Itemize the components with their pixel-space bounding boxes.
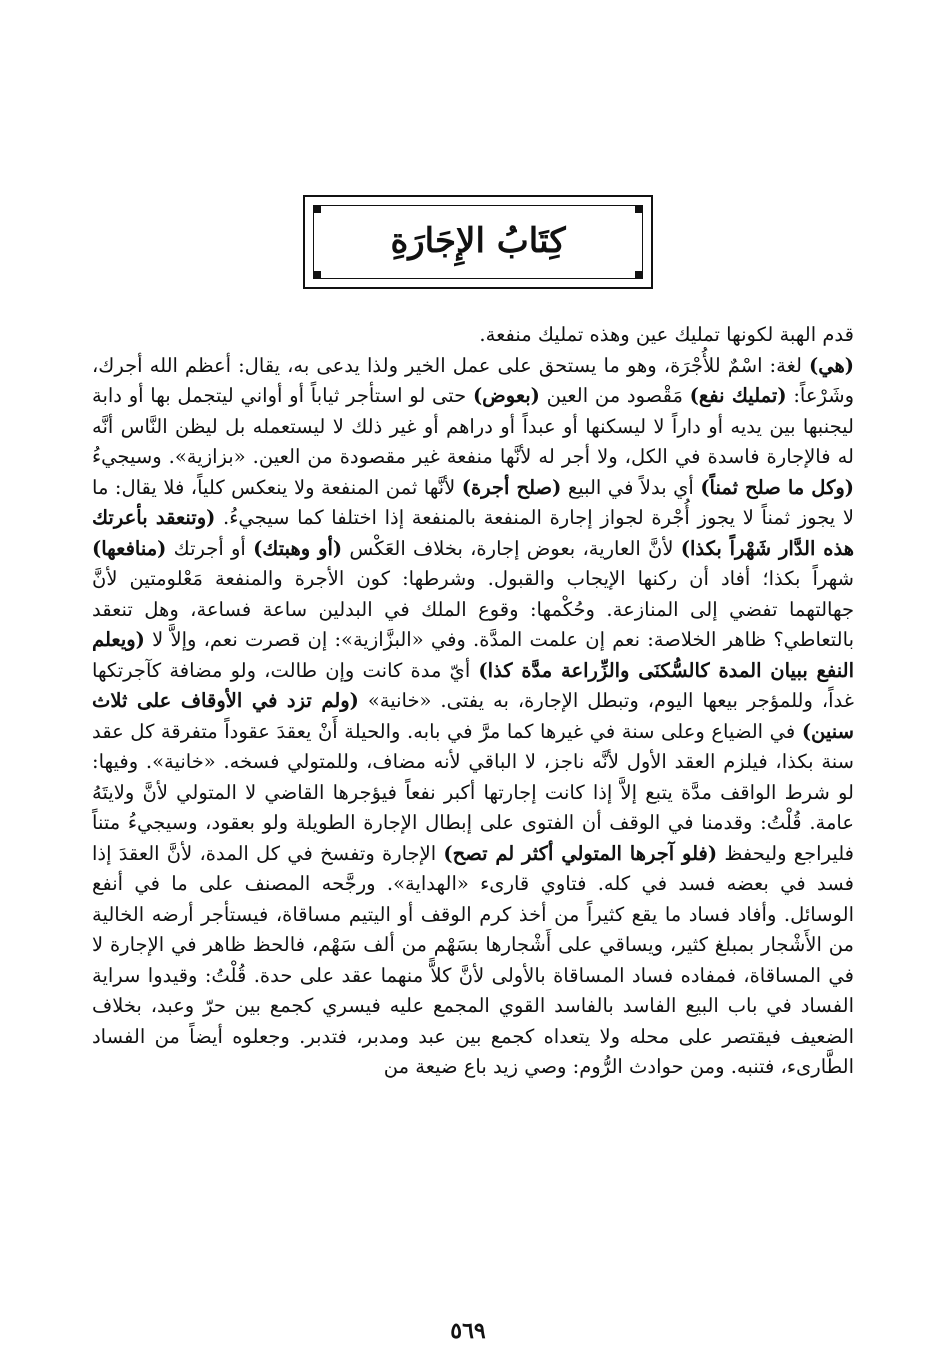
matn-segment: (وتنعقد بأعرتك هذه الدَّار شَهْراً بكذا) [92, 506, 854, 560]
intro-paragraph: قدم الهبة لكونها تمليك عين وهذه تمليك منفعة. [479, 323, 854, 346]
commentary-segment: أيّ مدة كانت وإن طالت، ولو مضافة كآجرتكها غداً، وللمؤجر بيعها اليوم، وتبطل الإجارة، به يفتى. «خانية» [92, 658, 854, 712]
commentary-segment: في الضياع وعلى سنة في غيرها كما مرَّ في بابه. والحيلة أَنْ يعقدَ عقوداً متفرقة كل عقد سنة بكذا، فيلزم العقد الأول لأنَّه ناجز، لا الباقي لأنه مضاف، وللمتولي فسخه. «خانية». وفيها: لو شرط الواقف مدَّة يتبع إلاَّ إذا كانت إجارتها أكبر نفعاً فيؤجرها القاضي لا المتولي لأنَّ ولايتَهُ عامة. قُلْتُ: وقدمنا في الوقف أن الفتوى على إبطال الإجارة الطويلة ولو بعقود، وسيجيءُ متناً فليراجع وليحفظ [92, 719, 855, 865]
commentary-segment: لغة: اسْمٌ للأُجْرَة، وهو ما يستحق على عمل الخير ولذا يدعى به، يقال: أعظم الله أجرك، وشَرْعاً: [92, 353, 854, 407]
commentary-segment: أو أجرتك [166, 536, 254, 560]
matn-segment: (بعوض) [472, 384, 540, 407]
matn-segment: (هي) [809, 353, 854, 377]
commentary-segment: مَقْصود من العين [539, 384, 690, 407]
matn-segment: (ولم تزد في الأوقاف على ثلاث سنين) [92, 689, 854, 743]
matn-segment: (وكل ما صلح ثمناً) [700, 475, 854, 499]
commentary-segment: لأنَّها ثمن المنفعة ولا ينعكس كلياً، فلا يقال: ما لا يجوز ثمناً لا يجوز أُجْرة لجواز إجارة المنفعة بالمنفعة إذا اختلفا كما سيجيءُ. [92, 475, 855, 529]
frame-corner-ornament [635, 205, 643, 213]
matn-segment: (أو وهبتك) [253, 536, 343, 560]
commentary-segment: حتى لو استأجر ثياباً أو أواني ليتجمل بها أو دابة ليجنبها بين يديه أو داراً لا ليسكنها أو عبداً أو دراهم أو غير ذلك لا ليستعمله بل ليظن النَّاس أنَّه له فالإجارة فاسدة في الكل، ولا أجر له لأنَّها منفعة غير مقصودة من العين. «بزازية». وسيجيءُ [92, 384, 854, 468]
body-paragraph [92, 351, 854, 1083]
frame-corner-ornament [313, 205, 321, 213]
frame-corner-ornament [313, 271, 321, 279]
matn-segment: (صلح أجرة) [461, 475, 562, 499]
matn-segment: (تمليك نفع) [689, 384, 787, 407]
chapter-title: كِتَابُ الإِجَارَةِ [390, 221, 566, 261]
matn-segment: (ويعلم النفع ببيان المدة كالسُّكنَى والزِّراعة مدَّة كذا) [92, 628, 855, 682]
page-number: ٥٦٩ [450, 1318, 486, 1344]
matn-segment: (منافعها) [92, 536, 167, 560]
commentary-segment: أي بدلاً في البيع [561, 475, 701, 499]
frame-corner-ornament [635, 271, 643, 279]
commentary-segment: لأنَّ العارية، بعوض إجارة، بخلاف العَكْس [342, 536, 681, 560]
matn-segment: (فلو آجرها المتولي أكثر لم تصح) [443, 841, 718, 865]
commentary-segment: الإجارة وتفسخ في كل المدة، لأنَّ العقدَ إذا فسد في بعضه فسد في كله. فتاوي قارىء «الهداية». ورجَّحه المصنف على ما في أنفع الوسائل. وأفاد فساد ما يقع كثيراً من أخذ كرم الوقف أو اليتيم مساقاة، فيستأجر أرضه الخالية من الأَشْجار بمبلغ كثير، ويساقي على أَشْجارها بسَهْم من ألف سَهْم، فالحظ ظاهر في الإجارة لا في المساقاة، فمفاده فساد المساقاة بالأولى لأنَّ كلاًّ منهما عقد على حدة. قُلْتُ: وقيدوا سراية الفساد في باب البيع الفاسد بالفاسد القوي المجمع عليه فيسري كجمع بين حرّ وعبد، بخلاف الضعيف فيقتصر على محله ولا يتعداه كجمع بين عبد ومدبر، فتدبر. وجعلوه أيضاً من الفساد الطَّارىء، فتنبه. ومن حوادث الرُّوم: وصي زيد باع ضيعة من [92, 841, 854, 1078]
commentary-segment: شهراً بكذا؛ أفاد أن ركنها الإيجاب والقبول. وشرطها: كون الأجرة والمنفعة مَعْلومتين لأنَّ جهالتهما تفضي إلى المنازعة. وحُكْمها: وقوع الملك في البدلين ساعة فساعة، وهل تنعقد بالتعاطي؟ ظاهر الخلاصة: نعم إن علمت المدَّة. وفي «البزَّازية»: إن قصرت نعم، وإلاَّ لا [92, 567, 854, 651]
chapter-title-frame [303, 195, 653, 289]
main-text [92, 320, 854, 1083]
